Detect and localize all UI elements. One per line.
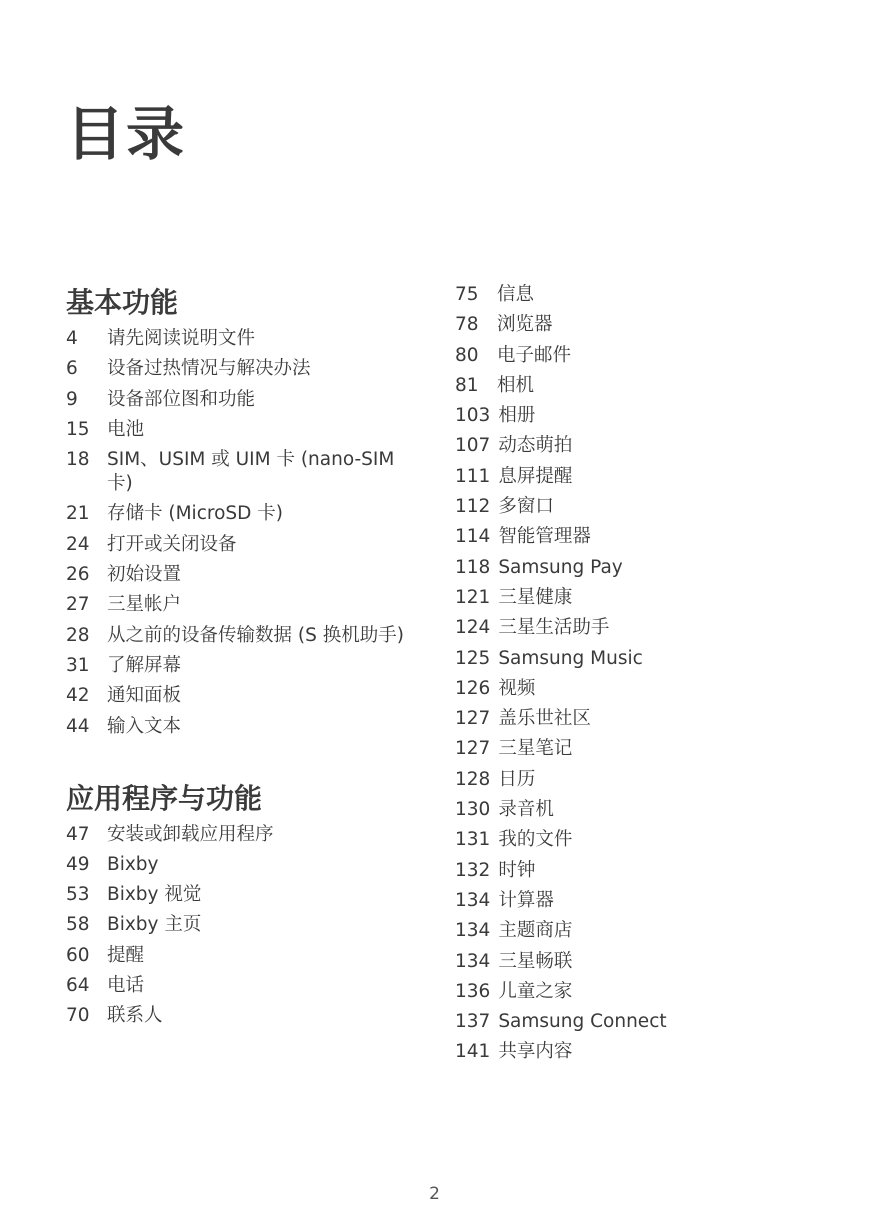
toc-entry-title: Bixby 视觉	[107, 884, 202, 906]
toc-entry[interactable]	[455, 495, 815, 519]
toc-entry[interactable]	[455, 616, 815, 640]
toc-page-number: 111	[455, 465, 491, 487]
toc-page-number: 4	[66, 328, 78, 349]
toc-page-number: 80	[455, 344, 479, 366]
toc-entry-title: 三星健康	[498, 586, 573, 608]
toc-entry-title: 了解屏幕	[107, 654, 182, 676]
toc-page-number: 112	[455, 496, 491, 518]
toc-entry-title: SIM、USIM 或 UIM 卡 (nano-SIM 卡)	[107, 449, 395, 495]
toc-entry[interactable]	[66, 563, 426, 587]
toc-entry[interactable]	[66, 883, 426, 907]
toc-entry-title: 智能管理器	[498, 526, 591, 548]
toc-right-column	[455, 283, 815, 1071]
toc-entry[interactable]	[455, 707, 815, 731]
toc-page-number: 78	[455, 314, 479, 336]
toc-entry[interactable]	[66, 502, 426, 526]
toc-entry[interactable]	[455, 465, 815, 489]
toc-entry[interactable]	[455, 859, 815, 883]
toc-page-number: 126	[455, 677, 491, 699]
toc-left-column	[66, 283, 426, 1035]
toc-page-number: 134	[455, 950, 491, 972]
toc-entry[interactable]	[66, 913, 426, 937]
toc-page-number: 26	[66, 564, 90, 586]
toc-page-number: 70	[66, 1005, 90, 1027]
toc-entry[interactable]	[66, 1004, 426, 1028]
toc-entry[interactable]	[66, 533, 426, 557]
toc-entry[interactable]	[455, 434, 815, 458]
toc-entry-title: 电子邮件	[497, 344, 572, 366]
toc-entry[interactable]	[455, 556, 815, 580]
toc-entry[interactable]	[455, 404, 815, 428]
toc-page-number: 47	[66, 823, 90, 845]
toc-list-right	[455, 283, 815, 1064]
toc-entry-title: 通知面板	[107, 685, 182, 707]
toc-entry-title: 初始设置	[107, 564, 182, 586]
toc-page-number: 15	[66, 418, 90, 440]
toc-page-number: 103	[455, 405, 491, 427]
toc-entry[interactable]	[455, 919, 815, 943]
toc-list-apps	[66, 823, 426, 1029]
toc-page-number: 6	[66, 358, 78, 380]
toc-entry[interactable]	[455, 950, 815, 974]
toc-page-number: 137	[455, 1011, 491, 1033]
toc-page-number: 118	[455, 556, 491, 578]
toc-page-number: 75	[455, 284, 479, 305]
toc-entry[interactable]	[455, 374, 815, 398]
toc-entry-title: 主题商店	[498, 920, 573, 942]
section-title-apps: 应用程序与功能	[66, 781, 263, 815]
toc-entry-title: 打开或关闭设备	[107, 533, 237, 555]
toc-entry-title: 盖乐世社区	[498, 708, 591, 730]
toc-page-number: 64	[66, 975, 90, 997]
toc-page-number: 21	[66, 503, 90, 525]
toc-entry[interactable]	[455, 344, 815, 368]
toc-entry[interactable]	[455, 525, 815, 549]
toc-entry[interactable]	[455, 647, 815, 671]
toc-entry-title: 三星畅联	[498, 950, 573, 972]
toc-page-number: 124	[455, 617, 491, 639]
toc-entry-title: 联系人	[107, 1005, 163, 1027]
toc-page-number: 58	[66, 914, 90, 936]
toc-entry-title: 设备部位图和功能	[107, 388, 256, 410]
toc-page-number: 28	[66, 624, 90, 646]
toc-page-number: 49	[66, 853, 90, 875]
toc-entry[interactable]	[455, 798, 815, 822]
toc-entry-title: 视频	[498, 677, 536, 699]
toc-page-number: 136	[455, 980, 491, 1002]
toc-entry-title: 浏览器	[497, 314, 553, 336]
toc-entry-title: 从之前的设备传输数据 (S 换机助手)	[107, 624, 404, 646]
toc-entry-title: Bixby 主页	[107, 914, 202, 936]
toc-entry-title: 电话	[107, 975, 145, 997]
toc-page-number: 132	[455, 859, 491, 881]
toc-entry[interactable]	[66, 388, 426, 412]
toc-page-number: 128	[455, 768, 491, 790]
toc-entry-title: 我的文件	[498, 829, 573, 851]
toc-entry-title: 多窗口	[498, 496, 554, 518]
toc-entry[interactable]	[455, 828, 815, 852]
toc-entry-title: 儿童之家	[498, 980, 573, 1002]
toc-page-number: 24	[66, 533, 90, 555]
toc-entry-title: Samsung Connect	[498, 1011, 667, 1033]
toc-entry[interactable]	[66, 357, 426, 381]
toc-entry-title: 电池	[107, 418, 145, 440]
toc-entry-title: 动态萌拍	[498, 435, 573, 457]
toc-entry[interactable]	[455, 889, 815, 913]
toc-entry-title: Samsung Music	[498, 647, 643, 669]
toc-entry[interactable]	[66, 593, 426, 617]
toc-entry[interactable]	[66, 974, 426, 998]
toc-page-number: 44	[66, 715, 90, 737]
toc-page-number: 127	[455, 738, 491, 760]
toc-entry[interactable]	[455, 768, 815, 792]
toc-entry-title: 录音机	[498, 799, 554, 821]
toc-entry-title: 设备过热情况与解决办法	[107, 358, 311, 380]
toc-entry-title: 存储卡 (MicroSD 卡)	[107, 503, 283, 525]
toc-entry[interactable]	[455, 586, 815, 610]
toc-entry[interactable]	[66, 418, 426, 442]
toc-entry-title: 三星笔记	[498, 738, 573, 760]
toc-entry-title: 请先阅读说明文件	[107, 328, 256, 349]
toc-entry-title: 日历	[498, 768, 536, 790]
toc-page-number: 60	[66, 944, 90, 966]
toc-entry-title: 三星帐户	[107, 594, 182, 616]
toc-page-number: 121	[455, 586, 491, 608]
toc-entry[interactable]	[66, 715, 426, 739]
toc-page-number: 42	[66, 685, 90, 707]
toc-entry[interactable]	[66, 823, 426, 847]
toc-entry[interactable]	[455, 980, 815, 1004]
toc-entry-title: 信息	[497, 284, 535, 305]
toc-entry-title: 相册	[498, 405, 536, 427]
toc-entry-title: 计算器	[498, 889, 554, 911]
toc-page-number: 18	[66, 449, 90, 471]
toc-page-number: 125	[455, 647, 491, 669]
toc-page-number: 131	[455, 829, 491, 851]
toc-entry[interactable]	[66, 853, 426, 877]
toc-entry-title: 时钟	[498, 859, 536, 881]
toc-entry[interactable]	[66, 684, 426, 708]
toc-page-number: 81	[455, 374, 479, 396]
page-title: 目录	[66, 100, 187, 168]
toc-page-number: 141	[455, 1041, 491, 1063]
section-title-basic: 基本功能	[66, 286, 179, 319]
toc-list-basic	[66, 327, 426, 739]
toc-page-number: 107	[455, 435, 491, 457]
toc-entry[interactable]	[455, 283, 815, 307]
toc-entry[interactable]	[66, 327, 426, 351]
toc-page-number: 127	[455, 708, 491, 730]
toc-entry[interactable]	[455, 737, 815, 761]
toc-entry-title: Bixby	[107, 853, 159, 875]
toc-entry-title: 三星生活助手	[498, 617, 610, 639]
toc-entry[interactable]	[455, 1040, 815, 1064]
toc-page-number: 114	[455, 526, 491, 548]
toc-entry[interactable]	[455, 677, 815, 701]
toc-entry-title: 提醒	[107, 944, 145, 966]
toc-page-number: 134	[455, 920, 491, 942]
toc-entry[interactable]	[455, 313, 815, 337]
toc-page-number: 9	[66, 388, 78, 410]
toc-entry-title: 输入文本	[107, 715, 182, 737]
toc-entry-title: 相机	[497, 374, 535, 396]
toc-entry[interactable]	[66, 448, 426, 496]
page-number: 2	[429, 1184, 440, 1204]
toc-page-number: 31	[66, 654, 90, 676]
toc-entry-title: 息屏提醒	[498, 465, 573, 487]
toc-entry[interactable]	[455, 1010, 815, 1034]
toc-entry-title: Samsung Pay	[498, 556, 623, 578]
toc-page-number: 53	[66, 884, 90, 906]
toc-entry-title: 安装或卸载应用程序	[107, 823, 274, 845]
toc-page-number: 134	[455, 889, 491, 911]
toc-entry-title: 共享内容	[498, 1041, 573, 1063]
toc-entry[interactable]	[66, 944, 426, 968]
toc-entry[interactable]	[66, 624, 426, 648]
toc-page-number: 130	[455, 799, 491, 821]
toc-entry[interactable]	[66, 654, 426, 678]
toc-page-number: 27	[66, 594, 90, 616]
